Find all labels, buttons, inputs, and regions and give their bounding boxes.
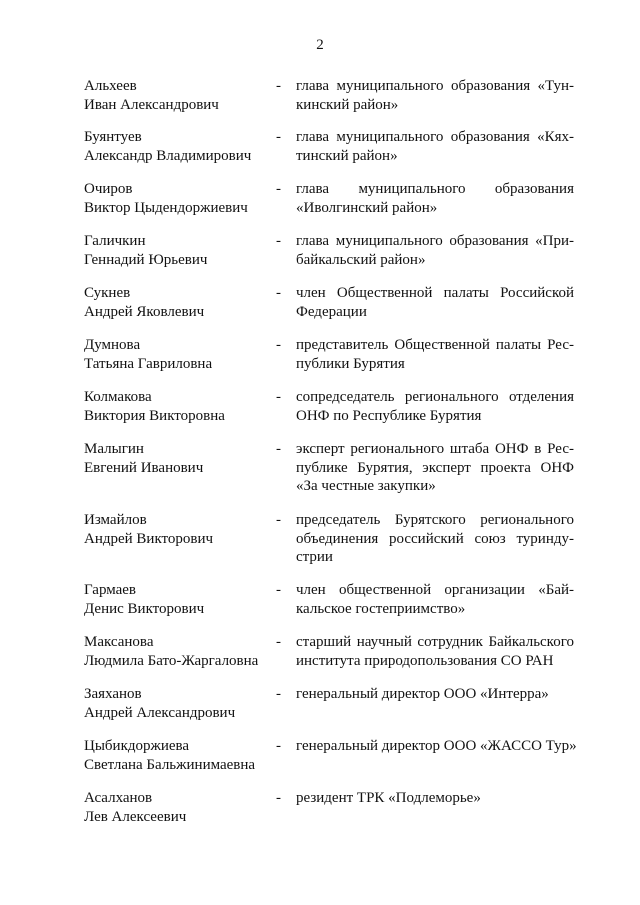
role-line: стрии (296, 549, 333, 565)
member-role (296, 232, 574, 269)
role-line: глава муниципального образования (296, 181, 574, 197)
member-entry (84, 737, 577, 774)
role-line: Федерации (296, 303, 367, 320)
page-number: 2 (316, 37, 324, 53)
member-name (84, 388, 276, 425)
role-line: глава муниципального образования «Кях- (296, 129, 574, 145)
member-entry (84, 77, 576, 114)
separator-dash: - (276, 285, 281, 301)
member-name (84, 128, 276, 165)
member-given-name: Александр Владимирович (84, 147, 252, 164)
member-entry (84, 789, 574, 826)
member-role (296, 336, 574, 373)
member-surname: Думнова (84, 337, 141, 353)
member-surname: Галичкин (84, 233, 146, 249)
member-role (296, 685, 574, 704)
member-entry (84, 388, 574, 425)
member-role (296, 737, 577, 756)
member-role (296, 581, 574, 618)
member-name (84, 511, 276, 548)
member-entry (84, 336, 574, 373)
role-line: кинский район» (296, 96, 399, 113)
member-surname: Максанова (84, 634, 154, 650)
member-role (296, 77, 574, 114)
member-surname: Колмакова (84, 389, 152, 405)
role-line: тинский район» (296, 147, 398, 164)
member-name (84, 284, 276, 321)
member-surname: Асалханов (84, 790, 153, 806)
separator-dash: - (276, 337, 281, 353)
role-line: председатель Бурятского регионального (296, 512, 574, 528)
separator-dash: - (276, 634, 281, 650)
separator-dash: - (276, 582, 281, 598)
member-name (84, 232, 276, 269)
role-line: глава муниципального образования «При- (296, 233, 574, 249)
member-given-name: Андрей Яковлевич (84, 303, 205, 320)
member-entry (84, 511, 574, 567)
member-given-name: Людмила Бато-Жаргаловна (84, 652, 259, 669)
member-surname: Буянтуев (84, 129, 142, 145)
member-entry (84, 685, 574, 722)
member-given-name: Геннадий Юрьевич (84, 251, 208, 268)
member-entry (84, 440, 574, 496)
member-role (296, 284, 574, 321)
member-name (84, 440, 276, 477)
member-given-name: Андрей Александрович (84, 704, 236, 721)
member-role (296, 388, 574, 425)
role-line: сопредседатель регионального отделения (296, 389, 574, 405)
role-line: представитель Общественной палаты Рес- (296, 337, 574, 353)
member-given-name: Лев Алексеевич (84, 808, 187, 825)
role-line: член общественной организации «Бай- (296, 582, 574, 598)
member-entry (84, 581, 574, 618)
member-surname: Гармаев (84, 582, 137, 598)
separator-dash: - (276, 78, 281, 94)
role-line: «Иволгинский район» (296, 199, 438, 216)
member-entry (84, 284, 574, 321)
role-line: генеральный директор ООО «Интерра» (296, 686, 549, 702)
member-name (84, 685, 276, 722)
separator-dash: - (276, 686, 281, 702)
member-given-name: Андрей Викторович (84, 530, 214, 547)
member-role (296, 128, 574, 165)
member-given-name: Татьяна Гавриловна (84, 355, 213, 372)
separator-dash: - (276, 790, 281, 806)
member-surname: Малыгин (84, 441, 144, 457)
member-role (296, 511, 574, 567)
role-line: резидент ТРК «Подлеморье» (296, 790, 481, 806)
member-name (84, 633, 276, 670)
role-line: глава муниципального образования «Тун- (296, 78, 574, 94)
member-role (296, 789, 574, 808)
member-name (84, 77, 276, 114)
separator-dash: - (276, 233, 281, 249)
member-given-name: Денис Викторович (84, 600, 205, 617)
member-role (296, 180, 574, 217)
member-name (84, 336, 276, 373)
role-line: публики Бурятия (296, 355, 405, 372)
member-given-name: Виктор Цыдендоржиевич (84, 199, 248, 216)
separator-dash: - (276, 512, 281, 528)
role-line: объединения российский союз туринду- (296, 530, 574, 547)
member-name (84, 180, 276, 217)
separator-dash: - (276, 738, 281, 754)
member-role (296, 440, 574, 496)
member-surname: Измайлов (84, 512, 147, 528)
role-line: член Общественной палаты Российской (296, 285, 574, 301)
member-name (84, 737, 276, 774)
member-surname: Очиров (84, 181, 133, 197)
role-line: ОНФ по Республике Бурятия (296, 407, 482, 424)
member-surname: Сукнев (84, 285, 131, 301)
member-given-name: Иван Александрович (84, 96, 219, 113)
member-entry (84, 180, 574, 217)
member-list (84, 77, 577, 825)
member-surname: Цыбикдоржиева (84, 738, 190, 754)
separator-dash: - (276, 389, 281, 405)
member-entry (84, 128, 574, 165)
member-surname: Альхеев (84, 78, 137, 94)
role-line: эксперт регионального штаба ОНФ в Рес- (296, 441, 574, 457)
member-entry (84, 633, 574, 670)
role-line: публике Бурятия, эксперт проекта ОНФ (296, 459, 574, 476)
member-given-name: Виктория Викторовна (84, 407, 225, 424)
member-name (84, 789, 276, 826)
role-line: генеральный директор ООО «ЖАССО Тур» (296, 738, 577, 754)
role-line: кальское гостеприимство» (296, 600, 466, 617)
member-entry (84, 232, 574, 269)
separator-dash: - (276, 129, 281, 145)
member-given-name: Евгений Иванович (84, 459, 204, 476)
member-role (296, 633, 574, 670)
member-name (84, 581, 276, 618)
member-given-name: Светлана Бальжинимаевна (84, 756, 256, 773)
role-line: байкальский район» (296, 251, 426, 268)
role-line: института природопользования СО РАН (296, 652, 554, 669)
separator-dash: - (276, 181, 281, 197)
member-surname: Заяханов (84, 686, 142, 702)
separator-dash: - (276, 441, 281, 457)
role-line: старший научный сотрудник Байкальского (296, 634, 574, 650)
role-line: «За честные закупки» (296, 478, 436, 494)
